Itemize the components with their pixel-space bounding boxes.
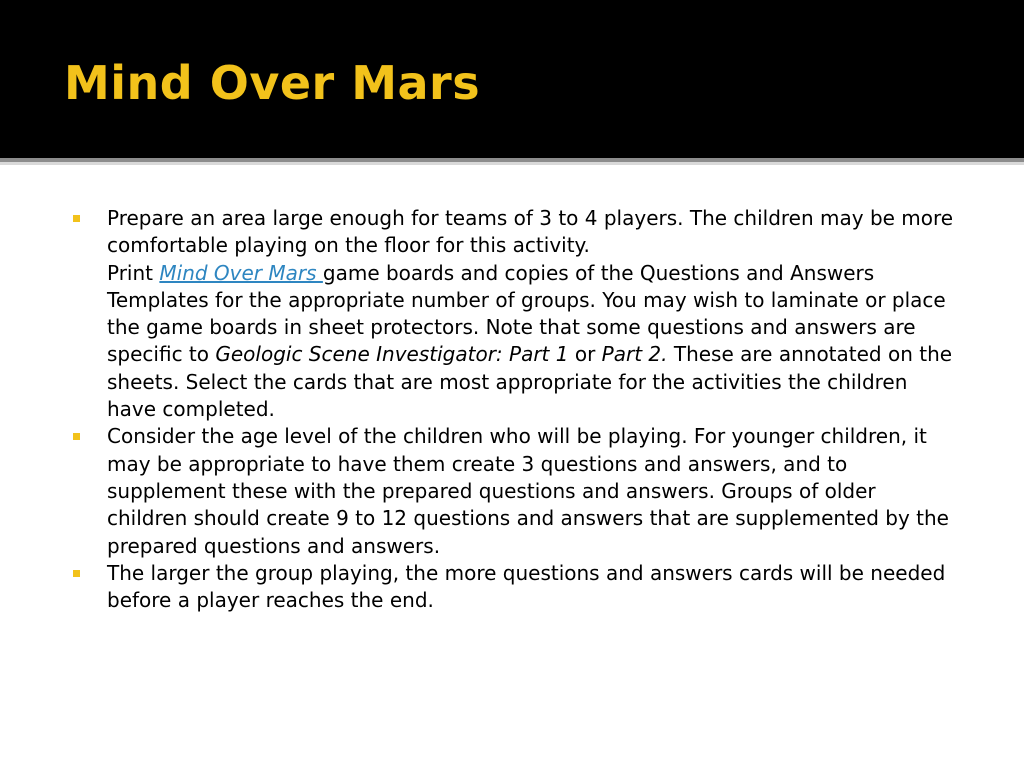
- bullet-text: Print: [107, 260, 160, 285]
- title-divider-highlight: [0, 162, 1024, 165]
- bullet-item: [72, 560, 962, 615]
- mind-over-mars-link[interactable]: Mind Over Mars: [159, 260, 323, 285]
- slide-title: Mind Over Mars: [64, 56, 481, 110]
- bullet-text: game boards and copies of the Questions and Answers Templates for the appropriate number of groups. You may wish to laminate or place the game boards in sheet protectors. Note that some questions and answers are specific to: [107, 260, 946, 367]
- bullet-item: [72, 423, 962, 559]
- title-bar: [0, 0, 1024, 158]
- bullet-text: Consider the age level of the children who will be playing. For younger children, it may be appropriate to have them create 3 questions and answers, and to supplement these with the prepared questions and answers. Groups of older children should create 9 to 12 questions and answers that are supplemented by the prepared questions and answers.: [107, 424, 949, 558]
- bullet-text: Prepare an area large enough for teams of 3 to 4 players. The children may be more comfortable playing on the floor for this activity.: [107, 206, 954, 258]
- square-bullet-icon: [73, 433, 80, 440]
- bullet-text: These are annotated on the sheets. Select the cards that are most appropriate for the activities the children have completed.: [107, 342, 953, 422]
- bullet-text: or: [568, 342, 602, 367]
- slide-body: [72, 205, 962, 614]
- bullet-item: [72, 205, 962, 423]
- bullet-list: [72, 205, 962, 614]
- square-bullet-icon: [73, 570, 80, 577]
- bullet-text: The larger the group playing, the more questions and answers cards will be needed before a player reaches the end.: [107, 560, 946, 613]
- bullet-emphasis: Geologic Scene Investigator: Part 1: [215, 342, 569, 367]
- bullet-emphasis: Part 2.: [601, 342, 668, 367]
- square-bullet-icon: [73, 215, 80, 222]
